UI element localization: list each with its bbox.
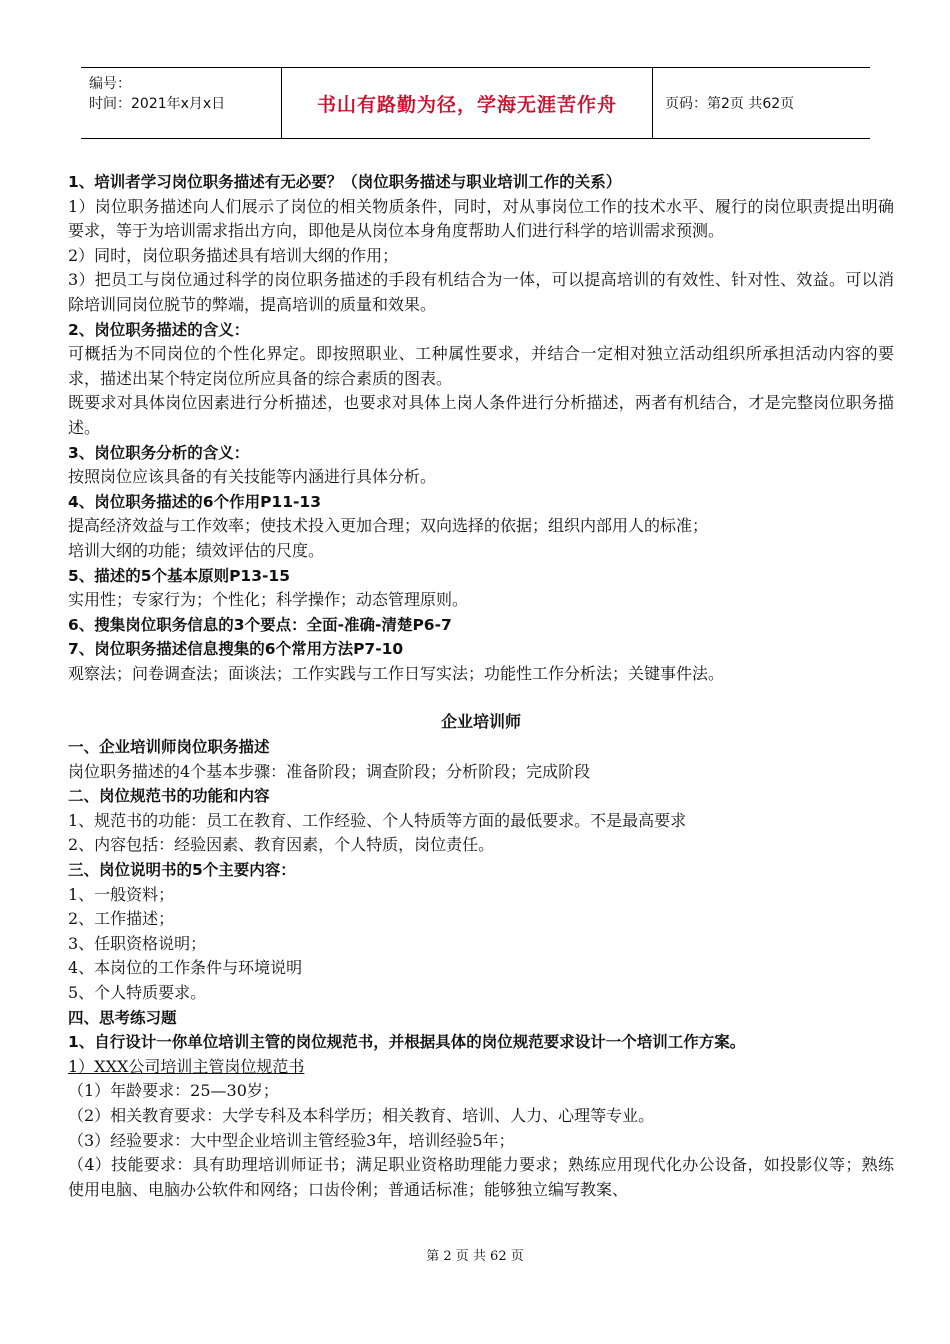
- header-meta: [81, 68, 281, 138]
- part2-paragraph-2: 2、内容包括：经验因素、教育因素，个人特质，岗位责任。: [68, 835, 495, 855]
- q3-paragraph-1: 按照岗位应该具备的有关技能等内涵进行具体分析。: [68, 467, 437, 487]
- q6-heading: 6、搜集岗位职务信息的3个要点：全面-准确-清楚P6-7: [68, 615, 452, 634]
- list-item: 2、工作描述；: [68, 909, 175, 929]
- part3-heading: 三、岗位说明书的5个主要内容：: [68, 861, 296, 880]
- document-body: [68, 170, 894, 1202]
- list-item: 3、任职资格说明；: [68, 933, 207, 953]
- doc-number-label: 编号：: [89, 76, 131, 92]
- part1-heading: 一、企业培训师岗位职务描述: [68, 738, 270, 757]
- list-item: 1、一般资料；: [68, 884, 175, 904]
- q7-paragraph-1: 观察法；问卷调查法；面谈法；工作实践与工作日写实法；功能性工作分析法；关键事件法。: [68, 663, 725, 683]
- q7-heading: 7、岗位职务描述信息搜集的6个常用方法P7-10: [68, 640, 404, 659]
- list-item: 4、本岗位的工作条件与环境说明: [68, 958, 303, 978]
- q5-heading: 5、描述的5个基本原则P13-15: [68, 566, 291, 585]
- part4-heading: 四、思考练习题: [68, 1008, 177, 1027]
- q2-paragraph-2: 既要求对具体岗位因素进行分析描述，也要求对具体上岗人条件进行分析描述，两者有机结合，才是完整岗位职务描述。: [68, 393, 894, 437]
- requirement-experience: （3）经验要求：大中型企业培训主管经验3年，培训经验5年；: [68, 1130, 515, 1150]
- q1-paragraph-3: 3）把员工与岗位通过科学的岗位职务描述的手段有机结合为一体，可以提高培训的有效性、针对性、效益。可以消除培训同岗位脱节的弊端，提高培训的质量和效果。: [68, 270, 894, 314]
- header-motto: 书山有路勤为径，学海无涯苦作舟: [281, 68, 653, 138]
- part1-paragraph-1: 岗位职务描述的4个基本步骤：准备阶段；调查阶段；分析阶段；完成阶段: [68, 761, 591, 781]
- page-footer: 第 2 页 共 62 页: [426, 1249, 524, 1264]
- q1-paragraph-2: 2）同时，岗位职务描述具有培训大纲的作用；: [68, 245, 399, 265]
- q2-paragraph-1: 可概括为不同岗位的个性化界定。即按照职业、工种属性要求，并结合一定相对独立活动组织所承担活动内容的要求，描述出某个特定岗位所应具备的综合素质的图表。: [68, 344, 894, 388]
- part2-heading: 二、岗位规范书的功能和内容: [68, 787, 270, 806]
- q5-paragraph-1: 实用性；专家行为；个性化；科学操作；动态管理原则。: [68, 590, 469, 610]
- requirement-skills: （4）技能要求：具有助理培训师证书；满足职业资格助理能力要求；熟练应用现代化办公设备，如投影仪等；熟练使用电脑、电脑办公软件和网络；口齿伶俐；普通话标准；能够独立编写教案、: [68, 1155, 894, 1199]
- requirement-education: （2）相关教育要求：大学专科及本科学历；相关教育、培训、人力、心理等专业。: [68, 1105, 655, 1125]
- q4-paragraph-2: 培训大纲的功能；绩效评估的尺度。: [68, 540, 325, 560]
- requirement-age: （1）年龄要求：25—30岁；: [68, 1081, 279, 1101]
- q1-paragraph-1: 1）岗位职务描述向人们展示了岗位的相关物质条件，同时，对从事岗位工作的技术水平、履行的岗位职责提出明确要求，等于为培训需求指出方向，即他是从岗位本身角度帮助人们进行科学的培训需求预测。: [68, 196, 894, 241]
- part2-paragraph-1: 1、规范书的功能：员工在教育、工作经验、个人特质等方面的最低要求。不是最高要求: [68, 810, 687, 830]
- q3-heading: 3、岗位职务分析的含义：: [68, 443, 250, 462]
- q4-heading: 4、岗位职务描述的6个作用P11-13: [68, 492, 322, 511]
- q4-paragraph-1: 提高经济效益与工作效率；使技术投入更加合理；双向选择的依据；组织内部用人的标准；: [68, 516, 709, 536]
- section-title: 企业培训师: [440, 712, 521, 732]
- q1-heading: 1、培训者学习岗位职务描述有无必要？（岗位职务描述与职业培训工作的关系）: [68, 173, 622, 191]
- header-page-label: 页码：第2页 共62页: [665, 96, 795, 112]
- exercise-question-1: 1、自行设计一你单位培训主管的岗位规范书，并根据具体的岗位规范要求设计一个培训工作方案。: [68, 1033, 746, 1052]
- exercise-subheading: 1）XXX公司培训主管岗位规范书: [68, 1056, 305, 1076]
- q2-heading: 2、岗位职务描述的含义：: [68, 320, 250, 339]
- page-header: [81, 67, 870, 139]
- list-item: 5、个人特质要求。: [68, 983, 207, 1002]
- doc-date-label: 时间：2021年x月x日: [89, 96, 226, 112]
